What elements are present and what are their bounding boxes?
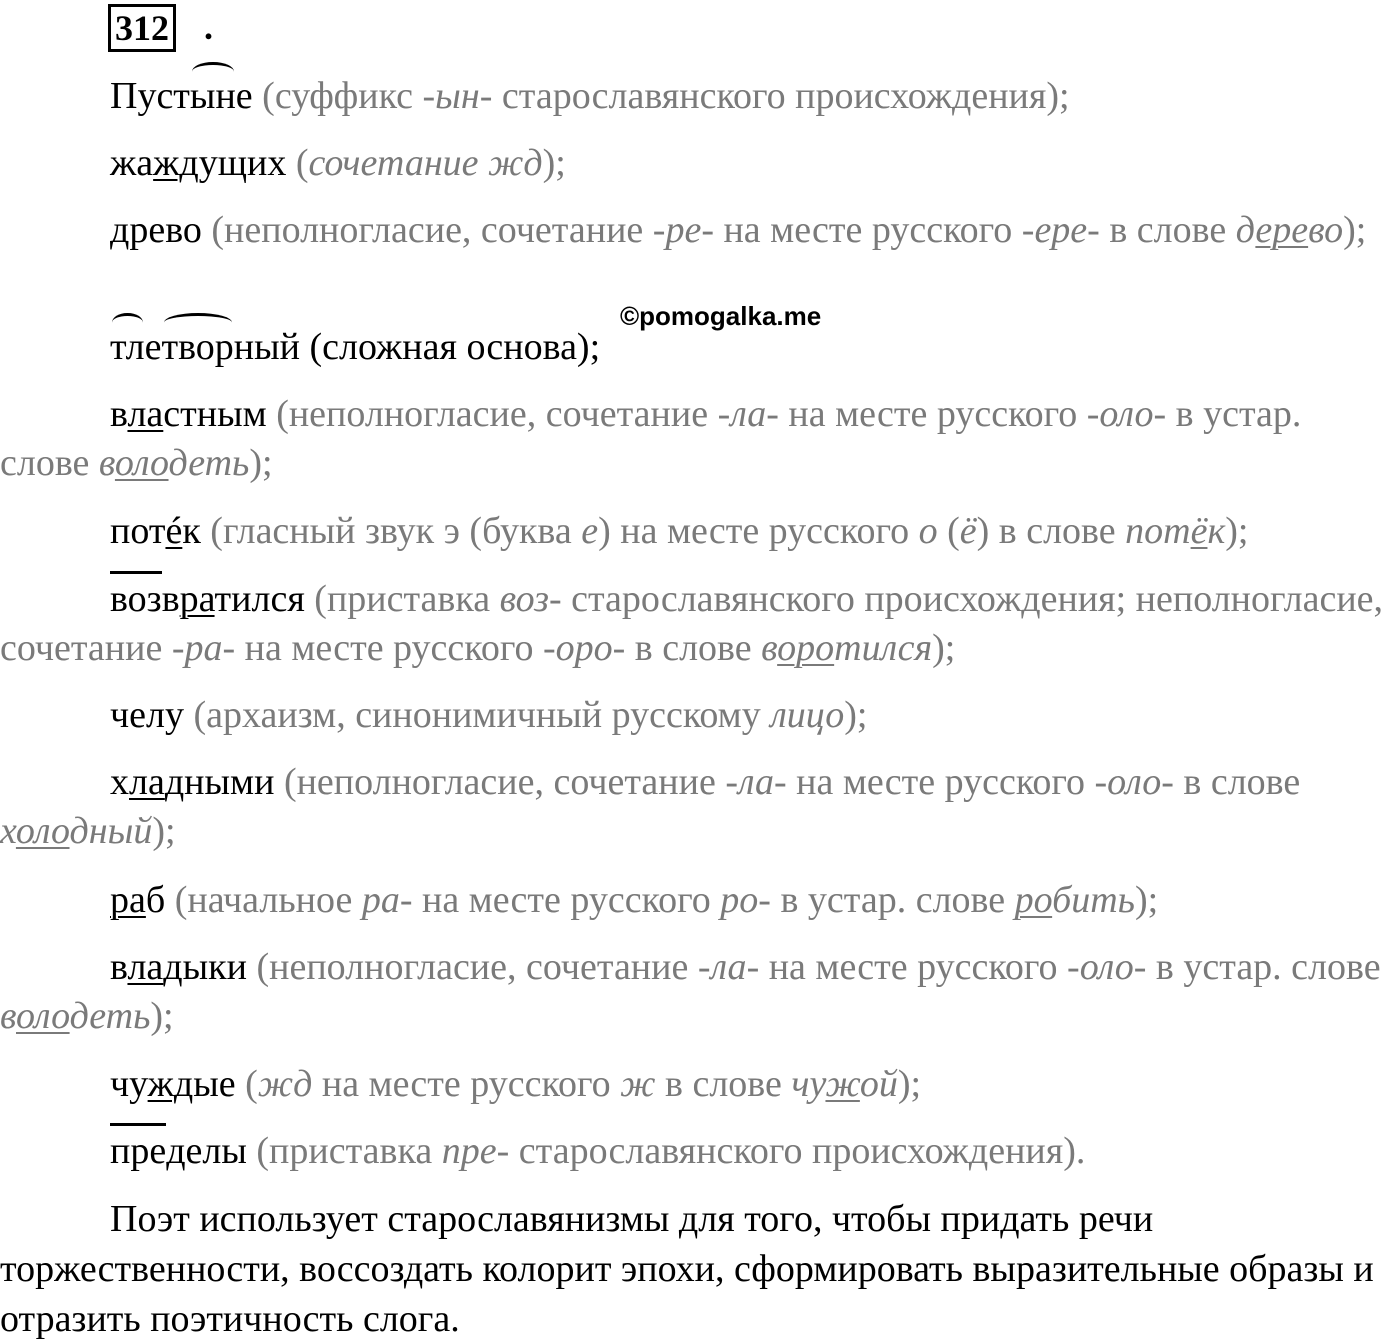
note: (гласный звук э (буква е) на месте русского о (ё) в слове потёк); [200,510,1249,552]
entry-chuzhdye [0,1060,1400,1109]
word: возвратился [110,578,305,620]
word: жаждущих [110,142,287,184]
note: (сложная основа); [300,326,601,368]
entry-hladnymi [0,758,1400,856]
word: потéк [110,510,201,552]
suffix-arc: ын [190,72,236,121]
word: Пустыне [110,75,253,117]
exercise-number-dot: . [204,7,213,47]
entry-drevo [0,206,1400,255]
note: (неполногласие, сочетание -ре- на месте русского -ере- в слове дерево); [201,209,1367,251]
note: (начальное ра- на месте русского ро- в устар. слове робить); [165,879,1159,921]
word: древо [110,209,202,251]
note: (приставка пре- старославянского происхождения). [246,1130,1086,1172]
word: челу [110,694,184,736]
conclusion-paragraph: Поэт использует старославянизмы для того, чтобы придать речи торжественности, воссоздать колорит эпохи, сформировать выразительные образы и отразить поэтичность слога. [0,1198,1374,1340]
note: (суффикс -ын- старославянского происхождения); [252,75,1070,117]
exercise-number: 312 [108,4,176,52]
note: (неполногласие, сочетание -ла- на месте русского -оло- в слове холодный); [0,761,1301,852]
note: (архаизм, синонимичный русскому лицо); [183,694,868,736]
note: (сочетание жд); [286,142,566,184]
entry-zhazhdushchih [0,139,1400,188]
entry-rab [0,876,1400,925]
entry-tletvornyi [0,323,1400,372]
word: владыки [110,946,247,988]
watermark: ©pomogalka.me [620,301,822,331]
word: хладными [110,761,275,803]
entry-vlastnym [0,390,1400,488]
note: (неполногласие, сочетание -ла- на месте русского -оло- в устар. слове володеть); [0,393,1302,484]
word: чуждые [110,1063,236,1105]
note: (приставка воз- старославянского происхождения; неполногласие, сочетание -ра- на месте русского -оро- в слове воротился); [0,578,1384,669]
entry-chelu [0,691,1400,740]
word: властным [110,393,267,435]
note: (жд на месте русского ж в слове чужой); [235,1063,922,1105]
entry-predely [0,1127,1400,1176]
word: раб [110,879,166,921]
entry-pustyne [0,72,1400,121]
entry-vladyki [0,943,1400,1041]
entry-potek [0,507,1400,556]
word: тлетворный [110,326,300,368]
word: пределы [110,1130,247,1172]
entry-vozvratilsya [0,575,1400,673]
note: (неполногласие, сочетание -ла- на месте русского -оло- в устар. слове володеть); [0,946,1381,1037]
